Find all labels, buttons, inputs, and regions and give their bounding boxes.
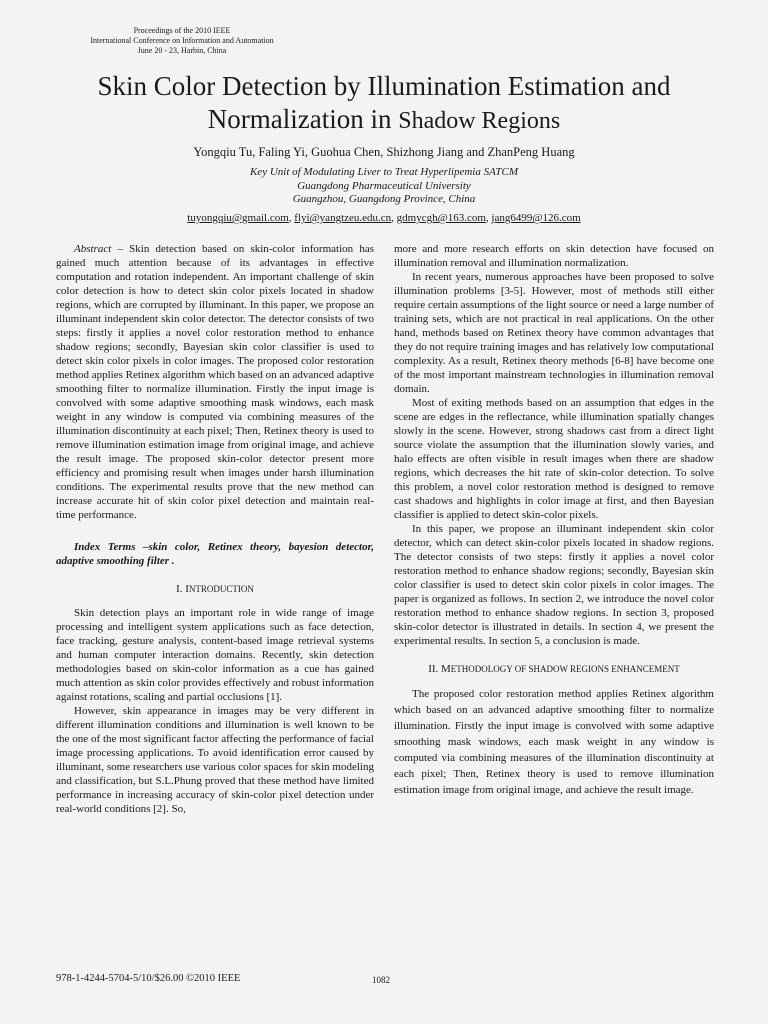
affiliation-line: Guangzhou, Guangdong Province, China [292,193,476,205]
email-list: tuyongqiu@gmail.com, flyi@yangtzeu.edu.cn, gdmycgh@163.com, jang6499@126.com [187,212,581,224]
affiliation [40,166,728,207]
methodology-block [394,686,714,798]
body-paragraph: In this paper, we propose an illuminant independent skin color detector, which can detect skin-color pixels located in shadow regions. The detector consists of two steps: firstly it applies a novel color restoration method to enhance shadow regions; secondly, Bayesian skin color classifier is used to detect skin color pixels in color images. The paper is organized as follows. In section 2, we introduce the novel color restoration method to enhance shadow regions. In section 3, proposed skin-color detector is illustrated in details. In section 4, we present the experimental results. In section 5, a conclusion is made. [394,523,714,647]
body-paragraph: more and more research efforts on skin detection have focused on illumination removal and illumination normalization. [394,243,714,269]
affiliation-line: Guangdong Pharmaceutical University [297,179,471,192]
left-column [56,242,374,816]
email-link[interactable]: flyi@yangtzeu.edu.cn [294,212,392,224]
index-terms: Index Terms –skin color, Retinex theory, bayesion detector, adaptive smoothing filter . [56,541,374,567]
section-title-rest: NTRODUCTION [188,584,254,594]
section-number: II. [428,663,442,675]
title-line-2b: Shadow Regions [398,108,561,134]
proceedings-line: Proceedings of the 2010 IEEE [133,26,231,35]
page-number: 1082 [372,975,390,985]
methodology-paragraph: The proposed color restoration method applies Retinex algorithm which based on an advanced adaptive smoothing filter to normalize illumination. Firstly the input image is convolved with some adaptive smoothing mask windows, each mask weight in any window is computed via combining measures of the illumination discontinuity at each pixel; Then, Retinex theory is used to remove illumination estimation image from original image, and achieve the result image. [394,688,714,796]
section-heading-introduction [56,582,374,596]
proceedings-header [40,26,324,56]
abstract-text: – Skin detection based on skin-color information has gained much attention because of its advantages in effective computation and rotation independent. An important challenge of skin color detection is how to detect skin color pixels located in shadow regions, which are corrupted by illuminant. In this paper, we propose an illuminant independent skin color detector. The detector consists of two steps: firstly it applies a novel color restoration method to enhance shadow regions; secondly, Bayesian skin color classifier is used to detect skin color pixels in color images. The proposed color restoration method applies Retinex algorithm which based on an advanced adaptive smoothing filter to normalize illumination. Firstly the input image is convolved with some adaptive smoothing mask windows, each mask weight in any window is computed via combining measures of the illumination discontinuity at each pixel; Then, Retinex theory is used to remove illumination estimation image from original image, and achieve the result image. The proposed skin-color detector present more efficiency and promising result when images under harsh illumination conditions. The experimental results prove that the new method can increase accurate hit of skin color pixel detection and maintain real-time performance. [56,243,374,521]
section-initial: M [441,663,451,675]
proceedings-line: June 20 - 23, Harbin, China [137,46,227,55]
email-link[interactable]: tuyongqiu@gmail.com [187,212,289,224]
paper-title [30,70,738,138]
intro-paragraph: However, skin appearance in images may be very different in different illumination conditions and illumination is well known to be the one of the most significant factor affecting the performance of facial image processing applications. To avoid identification error caused by illuminant, some researchers use various color spaces for skin modeling and classification, but S.L.Phung proved that these method have limited performance in increasing accuracy of skin-color pixel detection under real-world conditions [2]. So, [56,705,374,815]
right-column [394,242,714,798]
section-heading-methodology [394,662,714,676]
abstract-label: Abstract [74,243,112,255]
body-paragraph: Most of exiting methods based on an assumption that edges in the scene are edges in the reflectance, while illumination spatially changes slowly in the scene. However, strong shadows cast from a direct light source violate the assumption that the illumination slowly varies, and halo effects are often visible in result images when there are shadow regions, which decreases the hit rate of skin-color detection. To solve this problem, a novel color restoration method is designed to remove cast shadows and highlights in color image at first, and then Bayesian classifier is applied to detect skin-color pixels. [394,397,714,521]
proceedings-line: International Conference on Information and Automation [90,36,274,45]
section-initial: I [185,583,189,595]
section-title-rest: ETHODOLOGY OF SHADOW REGIONS ENHANCEMENT [450,664,680,674]
abstract [56,242,374,522]
affiliation-line: Key Unit of Modulating Liver to Treat Hyperlipemia SATCM [249,166,519,178]
title-line-1: Skin Color Detection by Illumination Estimation and [97,71,671,101]
body-paragraph: In recent years, numerous approaches have been proposed to solve illumination problems [3-5]. However, most of methods still either require certain assumptions of the light source or need a large number of training sets, which are not practical in real applications. On the other hand, methods based on Retinex theory have common advantages that they do not require training images and has relatively low computational complexity. As a result, Retinex theory methods [6-8] have become one of the most important mainstream technologies in illumination removal domain. [394,271,714,395]
email-link[interactable]: jang6499@126.com [491,212,581,224]
title-line-2a: Normalization in [207,104,399,134]
email-link[interactable]: gdmycgh@163.com [396,212,486,224]
author-list: Yongqiu Tu, Faling Yi, Guohua Chen, Shizhong Jiang and ZhanPeng Huang [193,145,575,159]
isbn-footer: 978-1-4244-5704-5/10/$26.00 ©2010 IEEE [56,973,241,984]
section-number: I. [176,583,186,595]
intro-paragraph: Skin detection plays an important role in wide range of image processing and intelligent system applications such as face detection, face tracking, gesture analysis, content-based image retrieval systems and human computer interaction domains. Recently, skin detection methodologies based on skin-color information as a cue has gained much attention as skin color provides effectively and robust information against rotations, scaling and partial occlusions [1]. [56,607,374,703]
